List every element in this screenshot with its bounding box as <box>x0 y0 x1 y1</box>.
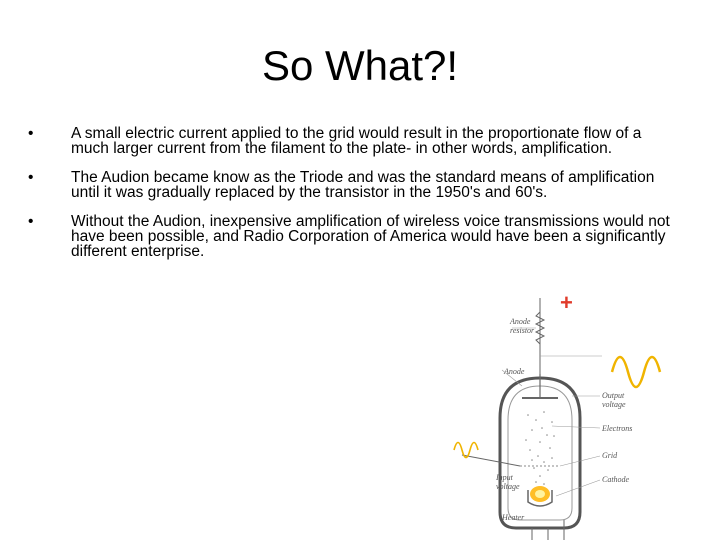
label-grid: Grid <box>602 451 618 460</box>
label-electrons: Electrons <box>602 424 633 433</box>
bullet-item <box>28 170 678 200</box>
label-anode: Anode <box>504 367 525 376</box>
leader-line <box>552 426 600 428</box>
input-wire <box>462 455 520 466</box>
electron-cloud <box>525 411 555 485</box>
bullet-text: The Audion became know as the Triode and was the standard means of amplification until it was gradually replaced by the transistor in the 1950's and 60's. <box>71 169 655 201</box>
bullet-text: A small electric current applied to the grid would result in the proportionate flow of a much larger current from the filament to the plate- in other words, amplification. <box>71 125 642 157</box>
bullet-marker: • <box>28 125 34 142</box>
bullet-item <box>28 126 678 156</box>
label-cathode: Cathode <box>602 475 630 484</box>
heater-core <box>535 490 545 498</box>
bullet-marker: • <box>28 169 34 186</box>
leader-line <box>556 480 600 496</box>
slide-title: So What?! <box>261 42 459 89</box>
bullet-item <box>28 214 678 259</box>
output-wave-icon <box>612 357 660 387</box>
label-output-voltage: voltage <box>602 400 626 409</box>
label-heater: Heater <box>502 513 525 522</box>
label-input-voltage: voltage <box>496 482 520 491</box>
plus-sign-icon: + <box>560 290 573 315</box>
label-output-voltage: Output <box>602 391 625 400</box>
triode-diagram <box>452 290 720 540</box>
bullet-marker: • <box>28 213 34 230</box>
bullet-text: Without the Audion, inexpensive amplification of wireless voice transmissions would not have been possible, and Radio Corporation of America would have been a significantly different enterprise. <box>71 213 670 260</box>
label-input-voltage: Input <box>496 473 513 482</box>
bullet-list <box>28 126 678 259</box>
label-anode-resistor: resistor <box>510 326 535 335</box>
label-anode-resistor: Anode <box>510 317 531 326</box>
